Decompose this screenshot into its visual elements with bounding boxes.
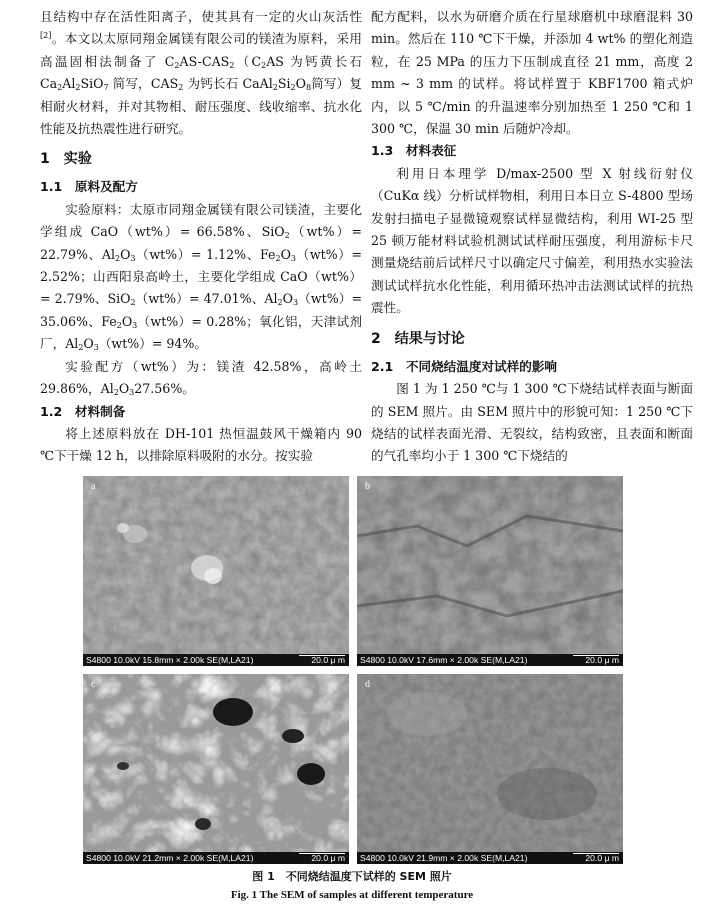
preparation-paragraph: 将上述原料放在 DH-101 热恒温鼓风干燥箱内 90 ℃下干燥 12 h，以排除原料吸附的水分。按实验 bbox=[40, 425, 362, 464]
sem-panel-c bbox=[83, 674, 349, 864]
left-column bbox=[40, 6, 362, 468]
sem-info-d: S4800 10.0kV 21.9mm × 2.00k SE(M,LA21) bbox=[360, 853, 528, 863]
sem-panel-d bbox=[357, 674, 623, 864]
sem-info-bar-a bbox=[83, 654, 349, 666]
sem-figure bbox=[83, 476, 623, 864]
preparation-continued-paragraph: 配方配料，以水为研磨介质在行星球磨机中球磨混料 30 min。然后在 110 ℃下干燥，并添加 4 wt% 的塑化剂造粒，在 25 MPa 的压力下压制成直径 21 mm，高度 2 mm ~ 3 mm 的试样。将试样置于 KBF1700 箱式炉内，以 5 ℃/min 的升温速率分别加热至 1 250 ℃和 1 300 ℃，保温 30 min 后随炉冷却。 bbox=[371, 9, 693, 137]
panel-label-a: a bbox=[91, 481, 96, 492]
sem-panel-b bbox=[357, 476, 623, 666]
sem-info-a: S4800 10.0kV 15.8mm × 2.00k SE(M,LA21) bbox=[86, 655, 254, 665]
sem-info-bar-b bbox=[357, 654, 623, 666]
subsection-heading-materials: 1.1 原料及配方 bbox=[40, 179, 138, 195]
scale-label-c: 20.0 μ m bbox=[311, 853, 345, 863]
sem-info-b: S4800 10.0kV 17.6mm × 2.00k SE(M,LA21) bbox=[360, 655, 528, 665]
sem-image-a bbox=[83, 476, 349, 654]
panel-label-d: d bbox=[365, 679, 370, 690]
sem-info-bar-c bbox=[83, 852, 349, 864]
section-heading-experiment: 1 实验 bbox=[40, 151, 92, 168]
section-heading-results: 2 结果与讨论 bbox=[371, 330, 465, 347]
panel-label-c: c bbox=[91, 679, 96, 690]
subsection-heading-characterization: 1.3 材料表征 bbox=[371, 143, 457, 159]
figure-caption-chinese: 图 1 不同烧结温度下试样的 SEM 照片 bbox=[252, 870, 452, 883]
sem-image-c bbox=[83, 674, 349, 852]
sem-info-c: S4800 10.0kV 21.2mm × 2.00k SE(M,LA21) bbox=[86, 853, 254, 863]
right-column bbox=[371, 6, 693, 468]
sem-info-bar-d bbox=[357, 852, 623, 864]
scale-label-d: 20.0 μ m bbox=[585, 853, 619, 863]
subsection-heading-preparation: 1.2 材料制备 bbox=[40, 403, 126, 419]
characterization-paragraph: 利用日本理学 D/max-2500 型 X 射线衍射仪（CuKα 线）分析试样物相，利用日本日立 S-4800 型场发射扫描电子显微镜观察试样显微结构，利用 WI-25 型 25 顿万能材料试验机测试试样耐压强度，利用游标卡尺测量烧结前后试样尺寸以确定尺寸偏差，利用热水实验法测试试样抗水化性能，利用循环热冲击法测试试样的抗热震性。 bbox=[371, 165, 693, 316]
formula-paragraph: 实验配方（wt%）为：镁渣 42.58%，高岭土 29.86%，$Al_2O_327.56\%$。 bbox=[40, 358, 362, 398]
sem-panel-a bbox=[83, 476, 349, 666]
sem-image-b bbox=[357, 476, 623, 654]
sem-image-d bbox=[357, 674, 623, 852]
subsection-heading-sintering: 2.1 不同烧结温度对试样的影响 bbox=[371, 358, 558, 374]
materials-paragraph: 实验原料：太原市同翔金属镁有限公司镁渣，主要化学组成 CaO（wt%）= 66.58%、SiO$_2$（wt%）= 22.79%、$Al_2O_3(wt\%)= 1.12\%$、$Fe_2O_3(wt\%)= 2.52\%$；山西阳泉高岭土，主要化学组成 CaO（wt%）= 2.79%、SiO$_2$（wt%）= 47.01%、$Al_2O_3(wt\%)= 35.06\%$、$Fe_2O_3(wt\%)= 0.28\%$；氧化铝，天津试剂厂，$Al_2O_3(wt\%)= 94\%$。 bbox=[40, 201, 363, 353]
figure-caption-english: Fig. 1 The SEM of samples at different temperature bbox=[230, 889, 474, 901]
scale-label-a: 20.0 μ m bbox=[311, 655, 345, 665]
sintering-paragraph: 图 1 为 1 250 ℃与 1 300 ℃下烧结试样表面与断面的 SEM 照片。由 SEM 照片中的形貌可知：1 250 ℃下烧结的试样表面光滑、无裂纹，结构致密，且表面和断面的气孔率均小于 1 300 ℃下烧结的 bbox=[371, 381, 693, 464]
intro-paragraph: 且结构中存在活性阳离子，使其具有一定的火山灰活性[2]。本文以太原同翔金属镁有限公司的镁渣为原料，采用高温固相法制备了 $C_2AS-CAS_2(C_2AS$ 为钙黄长石 $Ca_2Al_2SiO_7$ 简写，$CAS_2$ 为钙长石 $CaAl_2Si_2O_8$简写）复相耐火材料，并对其物相、耐压强度、线收缩率、抗水化性能及抗热震性进行研究。 bbox=[40, 9, 362, 137]
panel-label-b: b bbox=[365, 481, 370, 492]
scale-label-b: 20.0 μ m bbox=[585, 655, 619, 665]
